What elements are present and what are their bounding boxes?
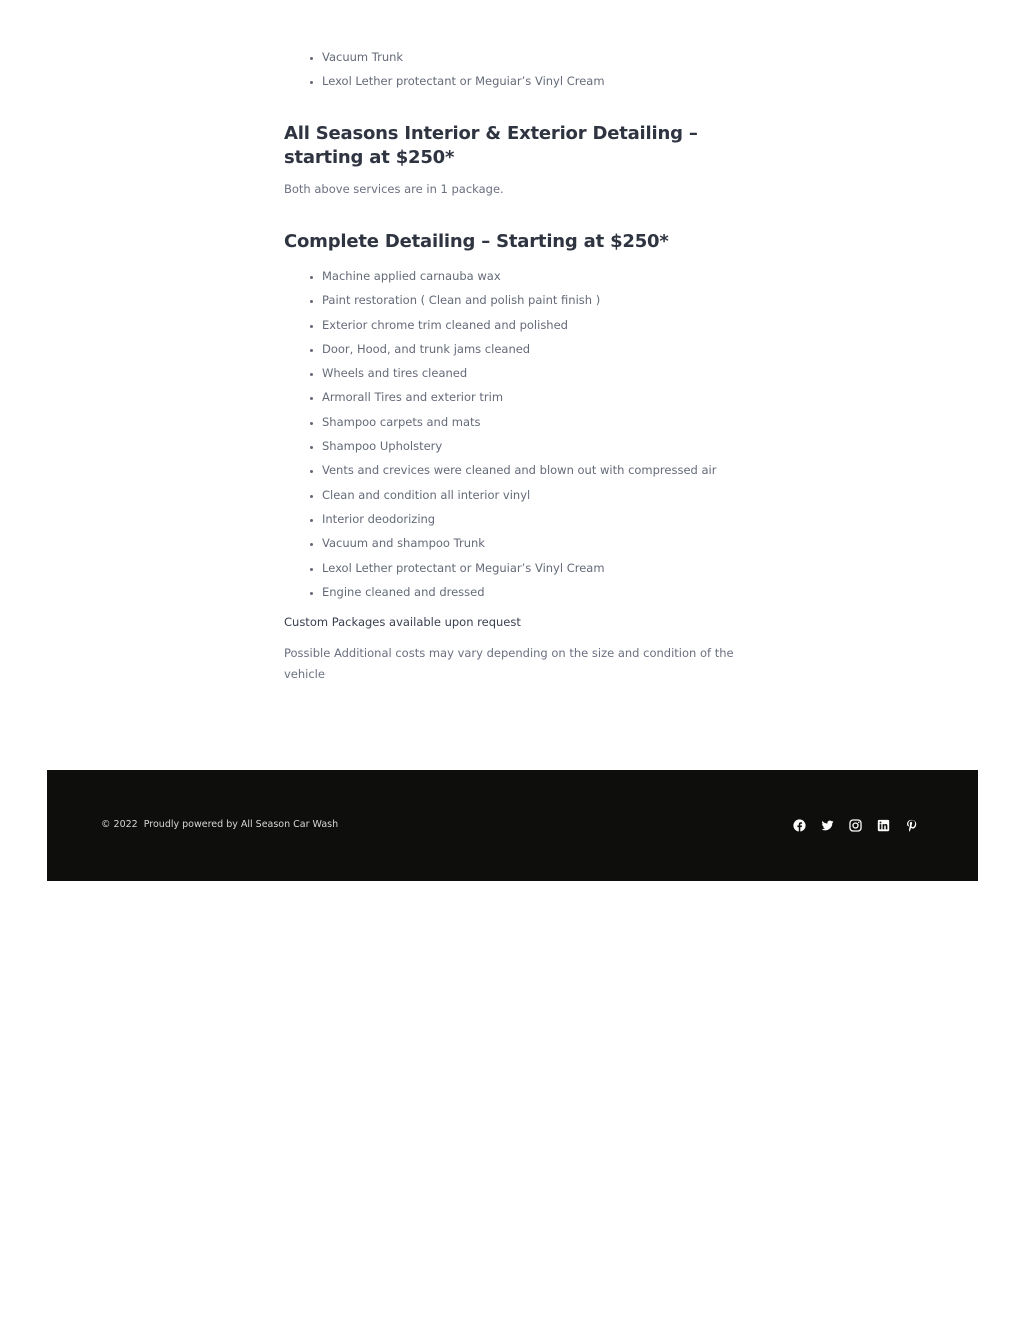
list-item: • Wheels and tires cleaned <box>322 366 734 380</box>
list-item: • Interior deodorizing <box>322 512 734 526</box>
list-item: • Vents and crevices were cleaned and blown out with compressed air <box>322 463 734 477</box>
site-footer <box>47 770 978 881</box>
complete-detailing-heading: Complete Detailing – Starting at $250* <box>284 231 669 252</box>
all-seasons-description: Both above services are in 1 package. <box>284 182 504 196</box>
twitter-icon[interactable] <box>819 817 835 833</box>
list-item: • Shampoo Upholstery <box>322 439 734 453</box>
complete-detailing-list <box>284 269 734 609</box>
all-seasons-heading: All Seasons Interior & Exterior Detailing – starting at $250* <box>284 123 698 168</box>
list-item: • Shampoo carpets and mats <box>322 415 734 429</box>
social-links <box>791 817 919 833</box>
list-item: • Lexol Lether protectant or Meguiar’s Vinyl Cream <box>322 74 734 88</box>
facebook-icon[interactable] <box>791 817 807 833</box>
list-item: • Lexol Lether protectant or Meguiar’s Vinyl Cream <box>322 561 734 575</box>
custom-packages-note: Custom Packages available upon request <box>284 615 521 629</box>
copyright-text: © 2022 Proudly powered by All Season Car Wash <box>101 819 339 830</box>
linkedin-icon[interactable] <box>875 817 891 833</box>
list-item: • Clean and condition all interior vinyl <box>322 488 734 502</box>
services-list-continued <box>284 50 734 99</box>
pinterest-icon[interactable] <box>903 817 919 833</box>
additional-costs-note: Possible Additional costs may vary depending on the size and condition of the vehicle <box>284 646 734 681</box>
list-item: • Door, Hood, and trunk jams cleaned <box>322 342 734 356</box>
list-item: • Engine cleaned and dressed <box>322 585 734 599</box>
instagram-icon[interactable] <box>847 817 863 833</box>
list-item: • Vacuum Trunk <box>322 50 734 64</box>
list-item: • Vacuum and shampoo Trunk <box>322 536 734 550</box>
list-item: • Armorall Tires and exterior trim <box>322 390 734 404</box>
list-item: • Paint restoration ( Clean and polish paint finish ) <box>322 293 734 307</box>
list-item: • Machine applied carnauba wax <box>322 269 734 283</box>
list-item: • Exterior chrome trim cleaned and polished <box>322 318 734 332</box>
